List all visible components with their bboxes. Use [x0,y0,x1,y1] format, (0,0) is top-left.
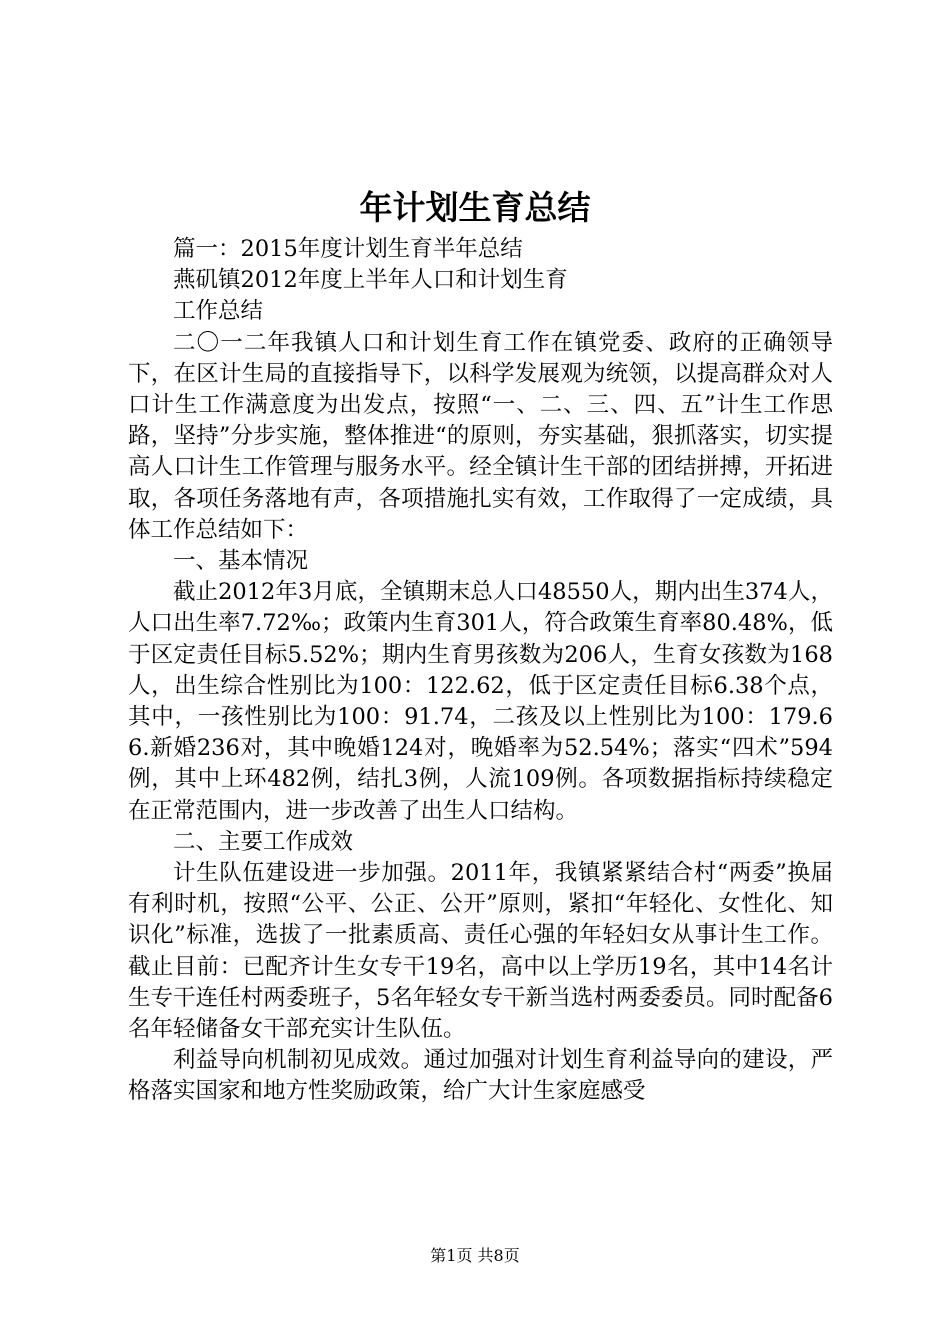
document-title: 年计划生育总结 [359,188,591,227]
paragraph-report-title-line1: 燕矶镇2012年度上半年人口和计划生育 [173,267,568,294]
heading-main-achievements: 二、主要工作成效 [173,828,354,855]
paragraph-intro: 二〇一二年我镇人口和计划生育工作在镇党委、政府的正确领导下，在区计生局的直接指导下，以科学发展观为统领，以提高群众对人口计生工作满意度为出发点，按照“一、二、三、四、五”计生工作思路，坚持”分步实施，整体推进“的原则，夯实基础，狠抓落实，切实提高人口计生工作管理与服务水平。经全镇计生干部的团结拼搏，开拓进取，各项任务落地有声，各项措施扎实有效，工作取得了一定成绩，具体工作总结如下： [128,329,833,543]
heading-basic-situation: 一、基本情况 [173,548,309,575]
paragraph-statistics: 截止2012年3月底，全镇期末总人口48550人，期内出生374人，人口出生率7.72‰；政策内生育301人，符合政策生育率80.48%，低于区定责任目标5.52%；期内生育男孩数为206人，生育女孩数为168人，出生综合性别比为100：122.62，低于区定责任目标6.38个点，其中，一孩性别比为100：91.74，二孩及以上性别比为100：179.66.新婚236对，其中晚婚124对，晚婚率为52.54%；落实“四术”594例，其中上环482例，结扎3例，人流109例。各项数据指标持续稳定在正常范围内，进一步改善了出生人口结构。 [128,579,833,824]
paragraph-team-building: 计生队伍建设进一步加强。2011年，我镇紧紧结合村“两委”换届有利时机，按照“公平、公正、公开”原则，紧扣“年轻化、女性化、知识化”标准，选拔了一批素质高、责任心强的年轻妇女从事计生工作。截止目前：已配齐计生女专干19名，高中以上学历19名，其中14名计生专干连任村两委班子，5名年轻女专干新当选村两委委员。同时配备6名年轻储备女干部充实计生队伍。 [128,860,833,1043]
paragraph-incentive-mechanism: 利益导向机制初见成效。通过加强对计划生育利益导向的建设，严格落实国家和地方性奖励政策，给广大计生家庭感受 [128,1047,833,1105]
document-body [128,234,833,1108]
paragraph-report-title-line2: 工作总结 [173,298,264,325]
page-footer: 第1页 共8页 [430,1246,520,1265]
paragraph-section-heading: 篇一：2015年度计划生育半年总结 [173,236,523,262]
